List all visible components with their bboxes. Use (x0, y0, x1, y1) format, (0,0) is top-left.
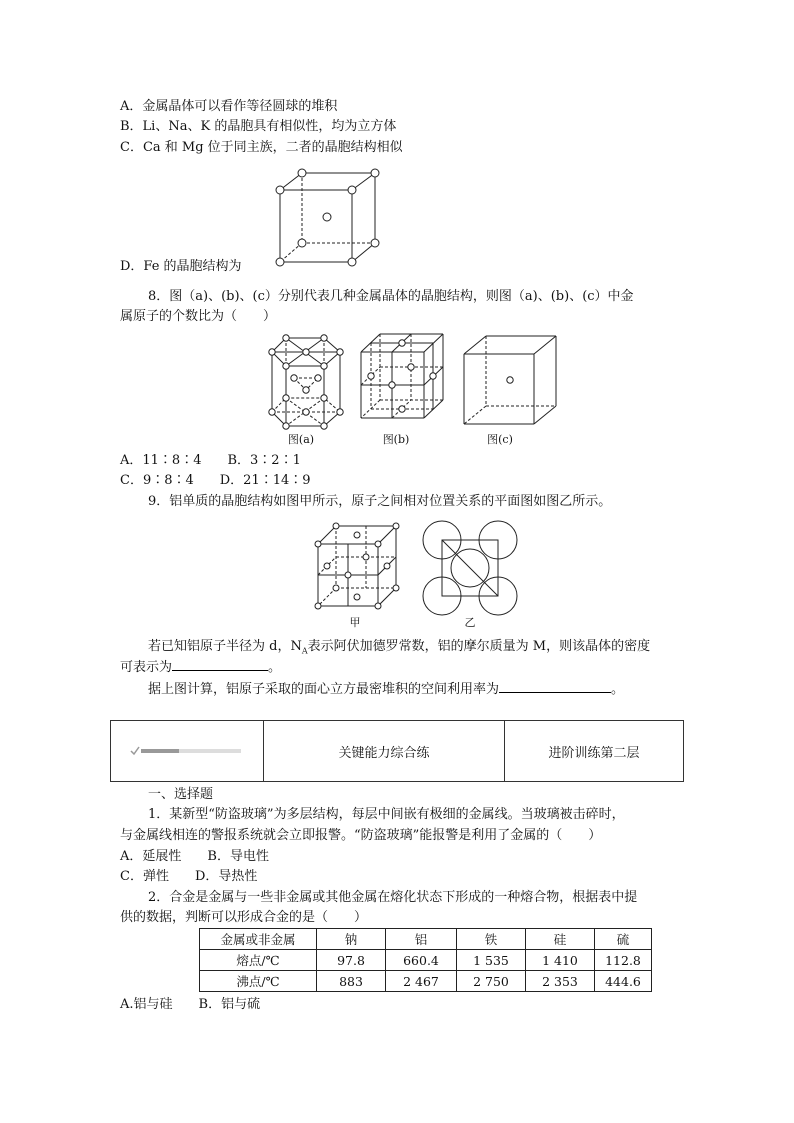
table-cell: 2 353 (526, 971, 595, 992)
q1-options-cd: C．弹性 D．导热性 (120, 869, 258, 884)
bcc-cell-figure-c (458, 330, 560, 428)
q7-option-c: C．Ca 和 Mg 位于同主族，二者的晶胞结构相似 (120, 140, 403, 155)
q7-option-b: B．Li、Na、K 的晶胞具有相似性，均为立方体 (120, 119, 397, 134)
table-header-cell: 硫 (595, 929, 652, 950)
answer-blank-utilization[interactable] (499, 680, 611, 693)
table-cell: 97.8 (317, 950, 386, 971)
q8-stem-line1: 8．图（a)、(b)、(c）分别代表几种金属晶体的晶胞结构，则图（a)、(b)、(c）中金 (148, 289, 634, 304)
q1-stem-line2: 与金属线相连的警报系统就会立即报警。“防盗玻璃”能报警是利用了金属的（ ） (120, 828, 602, 843)
table-cell: 1 410 (526, 950, 595, 971)
fcc-cell-figure-b (355, 328, 450, 426)
hcp-cell-figure-a (262, 330, 352, 428)
progress-bar-icon (127, 744, 247, 758)
q8-options-cd: C．9∶8∶4 D．21∶14∶9 (120, 473, 311, 488)
table-header-cell: 金属或非金属 (200, 929, 317, 950)
figure-yi-caption: 乙 (464, 616, 476, 629)
table-row (200, 971, 652, 992)
properties-table (199, 928, 652, 992)
banner-title: 关键能力综合练 (264, 721, 505, 781)
q2-stem-line2: 供的数据，判断可以形成合金的是（ ） (120, 910, 368, 925)
table-cell: 883 (317, 971, 386, 992)
q1-options-ab: A．延展性 B．导电性 (120, 849, 269, 864)
table-cell: 444.6 (595, 971, 652, 992)
table-cell: 1 535 (457, 950, 526, 971)
answer-blank-density[interactable] (172, 658, 268, 671)
q9-density-line1: 若已知铝原子半径为 d，$N_A$表示阿伏加德罗常数，铝的摩尔质量为 M，则该晶体的密度 (148, 639, 651, 656)
q7-option-a: A．金属晶体可以看作等径圆球的堆积 (120, 99, 338, 114)
q2-stem-line1: 2．合金是金属与一些非金属或其他金属在熔化状态下形成的一种熔合物，根据表中提 (148, 890, 638, 905)
q8-options-ab: A．11∶8∶4 B．3∶2∶1 (120, 453, 301, 468)
fe-bcc-cell-figure (270, 165, 385, 270)
q9-density-line2: 可表示为 。 (120, 660, 282, 675)
section-heading: 一、选择题 (148, 787, 214, 802)
q1-stem-line1: 1．某新型“防盗玻璃”为多层结构，每层中间嵌有极细的金属线。当玻璃被击碎时， (148, 807, 625, 822)
table-header-cell: 钠 (317, 929, 386, 950)
table-header-cell: 硅 (526, 929, 595, 950)
figure-b-caption: 图(b) (382, 433, 410, 446)
table-cell: 熔点/℃ (200, 950, 317, 971)
table-cell: 660.4 (386, 950, 457, 971)
table-cell: 2 467 (386, 971, 457, 992)
table-cell: 沸点/℃ (200, 971, 317, 992)
banner-level: 进阶训练第二层 (548, 745, 640, 761)
figure-jia-caption: 甲 (349, 616, 361, 629)
q2-options-ab: A.铝与硅 B．铝与硫 (120, 997, 261, 1012)
section-banner (110, 720, 684, 782)
q8-stem-line2: 属原子的个数比为（ ） (120, 309, 277, 324)
table-header-cell: 铁 (457, 929, 526, 950)
q9-stem: 9．铝单质的晶胞结构如图甲所示，原子之间相对位置关系的平面图如图乙所示。 (148, 494, 612, 509)
q7-option-d: D．Fe 的晶胞结构为 (120, 259, 242, 274)
figure-c-caption: 图(c) (487, 433, 513, 446)
table-header-row (200, 929, 652, 950)
table-cell: 112.8 (595, 950, 652, 971)
al-fcc-cell-figure (312, 522, 402, 610)
al-face-plane-figure (420, 518, 520, 618)
table-row (200, 950, 652, 971)
banner-logo-cell (111, 721, 264, 781)
figure-a-caption: 图(a) (287, 433, 315, 446)
table-header-cell: 铝 (386, 929, 457, 950)
q9-utilization-line: 据上图计算，铝原子采取的面心立方最密堆积的空间利用率为 。 (148, 682, 625, 697)
table-cell: 2 750 (457, 971, 526, 992)
